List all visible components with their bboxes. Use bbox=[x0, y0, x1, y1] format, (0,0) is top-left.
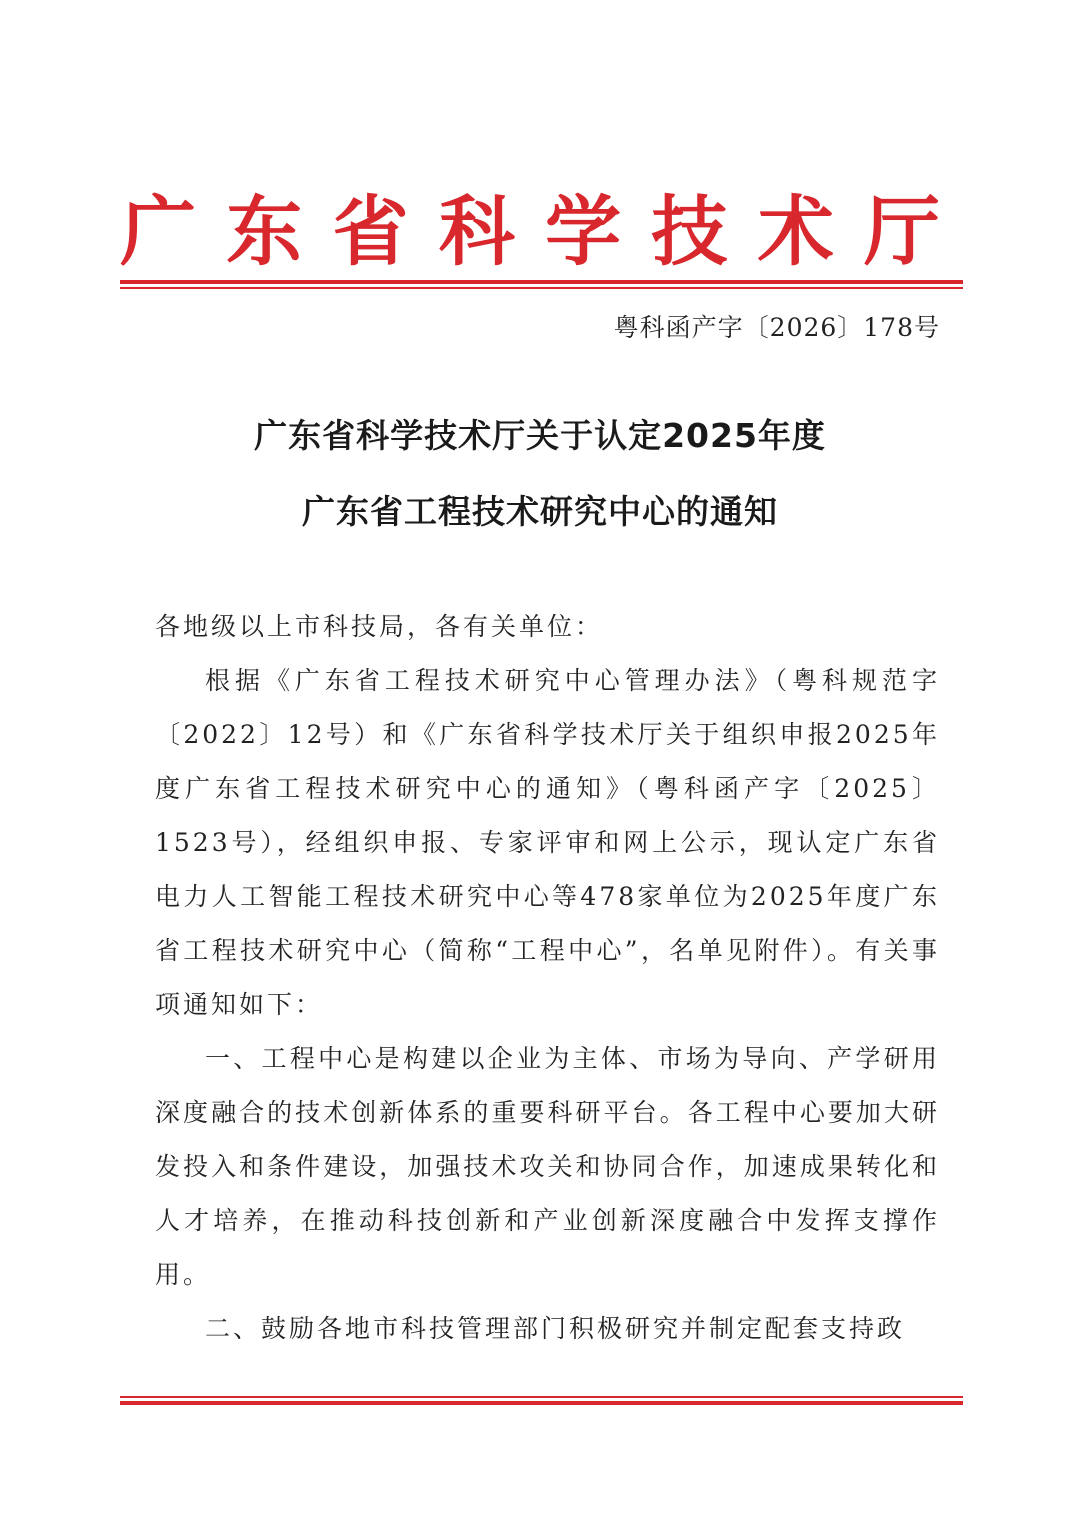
masthead-char: 技 bbox=[651, 187, 728, 276]
masthead-char: 科 bbox=[438, 187, 515, 276]
footer-red-rule bbox=[120, 1396, 963, 1405]
paragraph-3: 二、鼓励各地市科技管理部门积极研究并制定配套支持政 bbox=[205, 1314, 906, 1343]
masthead-char: 术 bbox=[757, 187, 834, 276]
masthead-char: 省 bbox=[332, 187, 409, 276]
header-red-rule bbox=[120, 280, 963, 289]
document-number: 粤科函产字〔2026〕178号 bbox=[613, 313, 940, 342]
masthead-org-name bbox=[120, 182, 940, 282]
masthead-char: 学 bbox=[545, 187, 622, 276]
salutation: 各地级以上市科技局，各有关单位： bbox=[155, 612, 604, 641]
masthead-char: 广 bbox=[120, 187, 196, 276]
masthead-char: 东 bbox=[226, 187, 303, 276]
paragraph-2: 一、工程中心是构建以企业为主体、市场为导向、产学研用深度融合的技术创新体系的重要科研平台。各工程中心要加大研发投入和条件建设，加强技术攻关和协同合作，加速成果转化和人才培养，在推动科技创新和产业创新深度融合中发挥支撑作用。 bbox=[155, 1044, 940, 1289]
paragraph-1: 根据《广东省工程技术研究中心管理办法》（粤科规范字〔2022〕12号）和《广东省科学技术厅关于组织申报2025年度广东省工程技术研究中心的通知》（粤科函产字〔2025〕1523号），经组织申报、专家评审和网上公示，现认定广东省电力人工智能工程技术研究中心等478家单位为2025年度广东省工程技术研究中心（简称“工程中心”，名单见附件）。有关事项通知如下： bbox=[155, 666, 940, 1019]
document-body bbox=[155, 600, 940, 1356]
document-title-line-1: 广东省科学技术厅关于认定2025年度 bbox=[254, 416, 826, 455]
document-title-line-2: 广东省工程技术研究中心的通知 bbox=[302, 492, 778, 531]
masthead-char: 厅 bbox=[863, 187, 940, 276]
